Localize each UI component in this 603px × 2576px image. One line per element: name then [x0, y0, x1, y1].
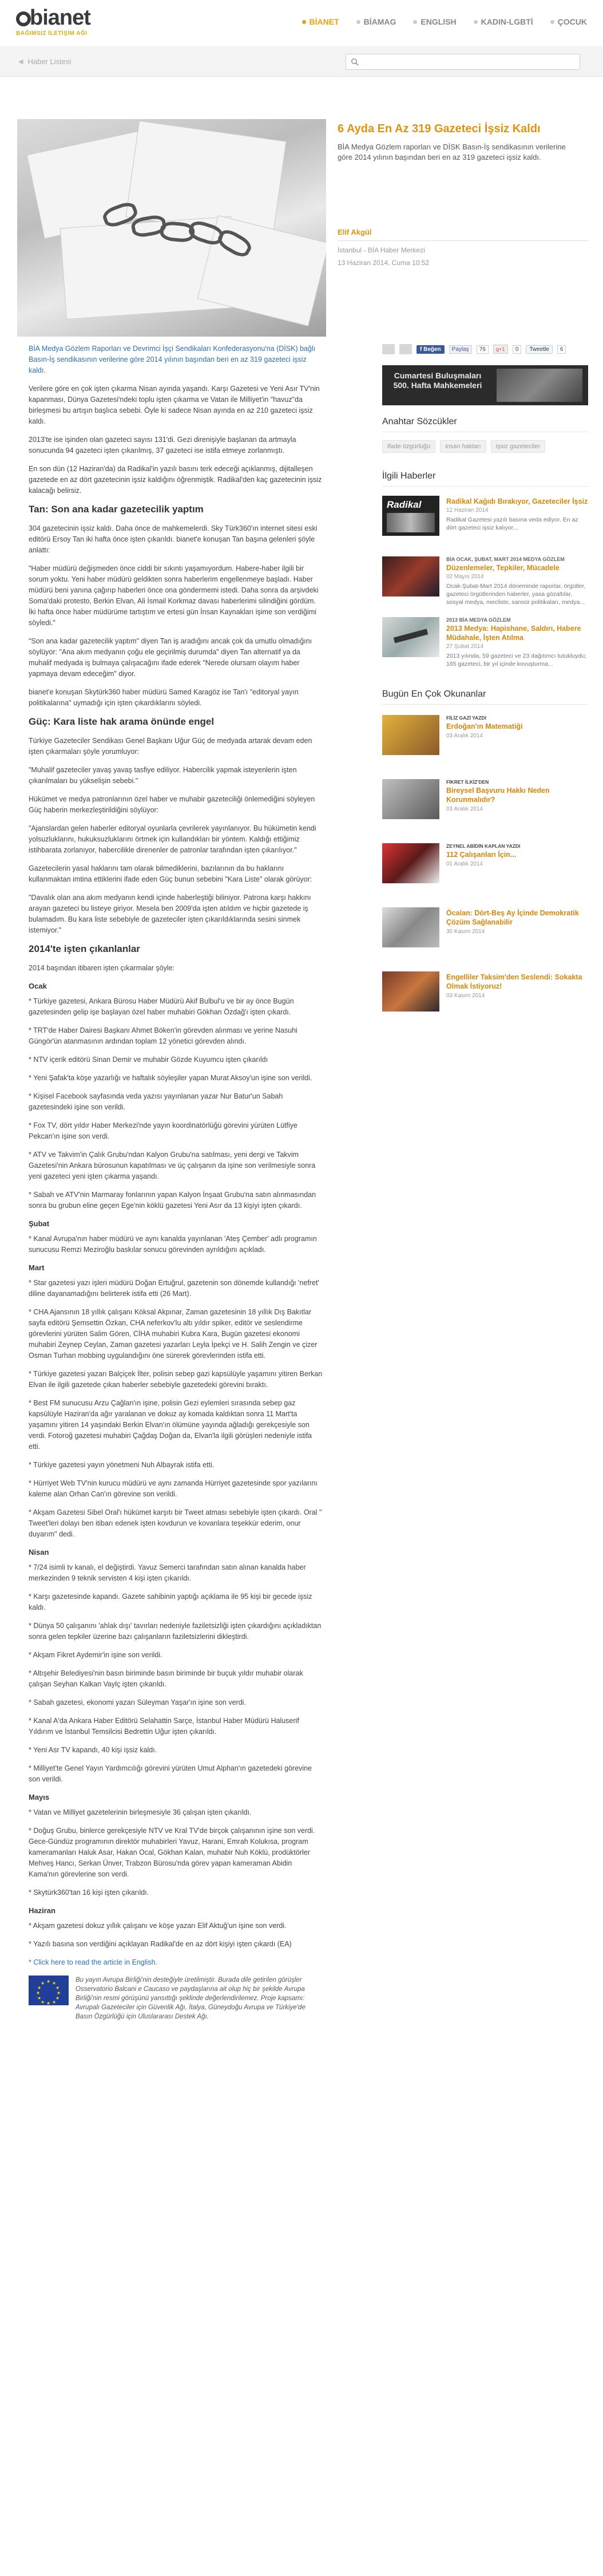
- nav-item-biamag[interactable]: [356, 17, 396, 26]
- search-input[interactable]: [346, 54, 558, 69]
- popular-title-text: Bireysel Başvuru Hakkı Neden Korunmalıdır?: [446, 787, 550, 804]
- list-item: * Doğuş Grubu, binlerce gerekçesiyle NTV ve Kral TV'de birçok çalışanının işine son verdi. Gece-Gündüz programının direktör muhabirleri Yavuz, Harani, Emrah Kolukısa, program kameramanları Haluk Asar, Hakan Ocal, Gökhan Kalan, muhabir Nuh Köklü, prodüktörler Mehveş Hancı, Serkan Ünver, Trabzon Bürosu'nda görev yapan kameraman Abidin Kama'nın görevlerine son verdi.: [29, 1827, 315, 1878]
- top-navigation: [302, 17, 587, 26]
- list-item: * Türkiye gazetesi, Ankara Bürosu Haber Müdürü Akif Bulbul'u ve bir ay önce Bugün gazetesinden gelip işe başlayan özel haber muhabiri Gökhan Özdağ'ı işten çıkardı.: [29, 997, 294, 1016]
- related-info: [446, 496, 588, 547]
- related-overline: 2013 BİA MEDYA GÖZLEM: [446, 617, 511, 623]
- popular-title-text: Öcalan: Dört-Beş Ay İçinde Demokratik Çözüm Sağlanabilir: [446, 909, 579, 926]
- nav-item-english[interactable]: [413, 17, 456, 26]
- keyword-tag[interactable]: insan hakları: [440, 440, 486, 453]
- nav-label: KADIN-LGBTİ: [481, 17, 533, 26]
- article-photo: [17, 119, 326, 337]
- related-overline: BİA OCAK, ŞUBAT, MART 2014 MEDYA GÖZLEM: [446, 556, 565, 562]
- month-heading: Ocak: [29, 982, 47, 990]
- eu-disclaimer-text: Bu yayın Avrupa Birliği'nin desteğiyle üretilmiştir. Burada dile getirilen görüşler Osservatorio Balcani e Caucaso ve paydaşlarına ait olup hiç bir şekilde Avrupa Birliği'nin resmi görüşünü yansıttığı şeklinde değerlendirilemez. Proje kapsamı: Avrupalı Gazeteciler için Güvenlik Ağı, İtalya, Güneydoğu Avrupa ve Türkiye'de Basın Özgürlüğü için Uluslararası Destek Ağı.: [76, 1977, 306, 2020]
- right-sidebar: [382, 343, 588, 1025]
- list-item: * Star gazetesi yazı işleri müdürü Doğan Ertuğrul, gazetenin son dönemde kullandığı 'nefret' diline dayanamadığını belirterek istifa etti (26 Mart).: [29, 1279, 319, 1298]
- popular-item[interactable]: [382, 843, 588, 897]
- popular-overline: FİKRET İLKİZ'DEN: [446, 779, 489, 785]
- list-item: * Best FM sunucusu Arzu Çağlan'ın işine, polisin Gezi eylemleri sırasında sebep gaz kapsülüyle Haziran'da ağır yaralanan ve dokuz ay komada kaldıktan sonra 11 Mart'ta yaşamını yitiren 14 yaşındaki Berkin Elvan'ın ölümüne yayında ağladığı gerekçesiyle son verdi. Fotoroğ gazetesi muhabiri Çağdaş Doğan da, Elvan'la ilgili görüşleri nedeniyle istifa etti.: [29, 1399, 312, 1451]
- list-item: * Karşı gazetesinde kapandı. Gazete sahibinin yaptığı açıklama ile 95 kişi bir gecede işsiz kaldı.: [29, 1593, 312, 1611]
- nav-label: ENGLISH: [420, 17, 457, 26]
- popular-title-text: 112 Çalışanları İçin...: [446, 851, 517, 859]
- facebook-count: 76: [477, 345, 489, 354]
- paragraph: Türkiye Gazeteciler Sendikası Genel Başkanı Uğur Güç de medyada artarak devam eden işten çıkarmaları şöyle yorumluyor:: [29, 737, 312, 756]
- quote: "Son ana kadar gazetecilik yaptım" diyen Tan iş aradığını ancak çok da umutlu olmadığını söylüyor: "Ana akım medyanın çoğu ele geçirilmiş durumda" diyen Tan alternatif ya da muhalif medyada iş bulmaya çalışacağını ifade ederek "Nerede olursam olayım haber yapmaya devam edeceğim" diyor.: [29, 637, 312, 678]
- list-item: * Yazılı basına son verdiğini açıklayan Radikal'de en az dört kişiyi işten çıkardı (EA): [29, 1940, 292, 1948]
- arrow-left-icon: ◀: [18, 58, 23, 65]
- list-item: * Skytürk360'tan 16 kişi işten çıkarıldı.: [29, 1888, 149, 1897]
- keyword-tags: [382, 440, 588, 453]
- nav-item-bianet[interactable]: [302, 17, 339, 26]
- article-lead: BİA Medya Gözlem raporları ve DİSK Basın-İş sendikasının verilerine göre 2014 yılının başından beri en az 319 gazeteci işsiz kaldı.: [338, 143, 566, 161]
- tweet-count: 6: [557, 345, 566, 354]
- paragraph: BİA Medya Gözlem Raporları ve Devrimci İşçi Sendikaları Konfederasyonu'na (DİSK) bağlı Basın-İş sendikasının verilerine göre 2014 yılının başından beri en az 319 gazeteci işsiz kaldı.: [29, 345, 316, 374]
- popular-title: Bugün En Çok Okunanlar: [382, 689, 588, 705]
- month-heading: Nisan: [29, 1548, 49, 1556]
- section-heading: Güç: Kara liste hak arama önünde engel: [29, 716, 215, 727]
- list-item: * Milliyet'te Genel Yayın Yardımcılığı görevini yürüten Umut Alphan'ın gazetedeki görevine son verildi.: [29, 1764, 312, 1783]
- paragraph: 2013'te ise işinden olan gazeteci sayısı 131'di. Gezi direnişiyle başlanan da artmayla sonucunda 94 gazeteci işten çıkarılmış, 37 gazeteci ise istifa etmeye zorlanmıştı.: [29, 436, 296, 455]
- paragraph: En son dün (12 Haziran'da) da Radikal'in yazılı basını terk edeceği açıklanmış, dijitalleşen gazetede en az dört gazetecinin işsiz kaldığını öğrenmiştik. Radikal'den kaç gazetecinin işsiz kalacağı belirsiz.: [29, 465, 322, 495]
- thumb-graphic: [394, 629, 429, 643]
- paragraph: 304 gazetecinin işsiz kaldı. Daha önce de mahkemelerdi. Sky Türk360'ın internet sitesi eski editörü Ersoy Tan iki hafta önce işten çıkarıldı. bianet'e konuşan Tan başına gelenleri şöyle anlattı:: [29, 524, 318, 554]
- article-body: [29, 343, 323, 2021]
- popular-date: 30 Kasım 2014: [446, 929, 485, 935]
- site-header: [0, 0, 603, 47]
- quote: "Muhalif gazeteciler yavaş yavaş tasfiye ediliyor. Habercilik yapmak isteyenlerin işten çıkarılmaları bu yükselişin sebebi.": [29, 766, 297, 785]
- related-date: 02 Mayıs 2014: [446, 574, 484, 580]
- logo-name: bianet: [30, 6, 90, 30]
- tweet-button[interactable]: Tweetle: [526, 345, 552, 354]
- list-item: * NTV içerik editörü Sinan Demir ve muhabir Gözde Kuyumcu işten çıkarıldı: [29, 1056, 268, 1064]
- print-icon[interactable]: [382, 344, 395, 354]
- list-item: * CHA Ajansının 18 yıllık çalışanı Köksal Akpınar, Zaman gazetesinin 18 yıllık Dış Bakıtlar sayfa editörü Şemsettin Özkan, CHA neferkov'lu altı yıldır spiker, editör ve seslendirme görevlerini yürüten Salim Gören, CİHA muhabiri Kubra Kara, Bugün gazetesi ekonomi muhabiri Zeynep Ceylan, Zaman gazetesi yazarları Leyla İpekçi ve H. Salih Zengin ve çizer Osman Turhan mobbing uygulandığını öne sürerek görevlerinden istifa etti.: [29, 1308, 318, 1360]
- nav-label: BİAMAG: [363, 17, 396, 26]
- list-item: * Sabah gazetesi, ekonomi yazarı Süleyman Yaşar'ın işine son verdi.: [29, 1698, 246, 1706]
- related-title: İlgili Haberler: [382, 471, 588, 487]
- facebook-like-button[interactable]: f Beğen: [416, 345, 445, 354]
- related-desc: 2013 yılında, 59 gazeteci ve 23 dağıtımcı tutukluydu; 165 gazeteci, bir yıl içinde kovuşturma...: [446, 653, 587, 667]
- list-item: * Yeni Asr TV kapandı, 40 kişi işsiz kaldı.: [29, 1746, 157, 1754]
- nav-item-cocuk[interactable]: [550, 17, 587, 26]
- nav-bullet-icon: [474, 20, 478, 24]
- month-heading: Mart: [29, 1263, 45, 1272]
- list-item: * Yeni Şafak'ta köşe yazarlığı ve haftalık söyleşiler yapan Murat Aksoy'un işine son verildi.: [29, 1074, 312, 1082]
- keyword-tag[interactable]: ifade özgürlüğü: [382, 440, 435, 453]
- related-thumbnail: [382, 496, 439, 536]
- related-item[interactable]: [382, 617, 588, 669]
- month-heading: Şubat: [29, 1219, 50, 1228]
- english-article-link[interactable]: * Click here to read the article in English.: [29, 1958, 158, 1966]
- popular-date: 03 Kasım 2014: [446, 993, 485, 999]
- popular-item[interactable]: [382, 907, 588, 961]
- popular-title-text: Engelliler Taksim'den Seslendi: Sokakta Olmak İstiyoruz!: [446, 973, 582, 990]
- month-heading: Mayıs: [29, 1793, 50, 1801]
- list-item: * Vatan ve Milliyet gazetelerinin birleşmesiyle 36 çalışan işten çıkarıldı.: [29, 1808, 252, 1816]
- logo-ring-icon: [16, 11, 31, 26]
- eu-disclaimer: [29, 1976, 323, 2021]
- popular-info: [446, 971, 588, 1025]
- search-icon[interactable]: [351, 58, 359, 66]
- nav-bullet-icon: [413, 20, 417, 24]
- section-heading: 2014'te işten çıkanlanlar: [29, 943, 140, 954]
- month-heading: Haziran: [29, 1906, 55, 1915]
- popular-thumbnail: [382, 907, 439, 947]
- related-desc: Ocak-Şubat-Mart 2014 döneminde raporlar, örgütler, gazeteci örgütlerinden haberler, yasa gözaltılar, sosyal medya, mecliste, sansür politikaları, medya...: [446, 583, 586, 606]
- popular-thumbnail: [382, 843, 439, 883]
- nav-label: BİANET: [309, 17, 339, 26]
- popular-info: [446, 779, 588, 833]
- list-item: * Fox TV, dört yıldır Haber Merkezi'nde yayın koordinatörlüğü görevini yürüten Lütfiye Pekcan'ın işine son verdi.: [29, 1121, 297, 1140]
- related-desc: Radikal Gazetesi yazılı basına veda ediyor. En az dört gazeteci işsiz kalıyor...: [446, 516, 578, 531]
- list-item: * Kişisel Facebook sayfasında veda yazısı yayınlanan yazar Nur Batur'un Sabah gazetesindeki işine son verildi.: [29, 1092, 283, 1111]
- popular-info: [446, 907, 588, 961]
- related-date: 27 Şubat 2014: [446, 643, 484, 650]
- list-item: * TRT'de Haber Dairesi Başkanı Ahmet Böken'in görevden alınması ve yerine Nasuhi Güngör'ün atanmasının ardından toplam 12 yönetici görevden alındı.: [29, 1026, 297, 1045]
- related-info: [446, 556, 588, 608]
- popular-date: 01 Aralık 2014: [446, 861, 483, 867]
- list-item: * Kanal Avrupa'nın haber müdürü ve aynı kanalda yayınlanan 'Ateş Çember' adlı programın sunucusu Remzi Meziroğlu baskılar sonucu görevinden ayrıldığını açıkladı.: [29, 1235, 317, 1254]
- article-date: 13 Haziran 2014, Cuma 10:52: [338, 259, 430, 267]
- related-date: 12 Haziran 2014: [446, 507, 489, 513]
- banner-text: Cumartesi Buluşmaları 500. Hafta Mahkemeleri: [393, 371, 482, 390]
- popular-info: [446, 715, 588, 769]
- nav-label: ÇOCUK: [557, 17, 587, 26]
- popular-overline: ZEYNEL ABİDİN KAPLAN YAZDI: [446, 843, 521, 849]
- article-hero: [17, 119, 588, 337]
- news-list-label: Haber Listesi: [27, 57, 72, 66]
- list-item: * Akşam gazetesi dokuz yıllık çalışanı ve köşe yazarı Elif Aktuğ'un işine son verdi.: [29, 1922, 287, 1930]
- nav-item-kadin-lgbti[interactable]: [474, 17, 533, 26]
- related-item[interactable]: [382, 556, 588, 608]
- paragraph: Verilere göre en çok işten çıkarma Nisan ayında yaşandı. Karşı Gazetesi ve Yeni Asır TV'nin kapanması, Dünya Gazetesi'ndeki toplu işten çıkarma ve Vatan ile Milliyet'in "havuz"da birleşmesi bu artışın başlıca sebebi. Öyle ki sadece Nisan ayında en az 210 gazeteci işsiz kaldı.: [29, 385, 320, 425]
- keyword-tag[interactable]: işsiz gazeteciler: [491, 440, 546, 453]
- radikal-logo: Radikal: [387, 499, 422, 510]
- nav-bullet-icon: [550, 20, 554, 24]
- popular-item[interactable]: [382, 971, 588, 1025]
- paragraph: 2014 başından itibaren işten çıkarmalar şöyle:: [29, 964, 175, 972]
- logo-wordmark: [16, 7, 130, 29]
- logo[interactable]: [16, 7, 130, 40]
- list-item: * Türkiye gazetesi yazarı Balçiçek İlter, polisin sebep gazi kapsülüyle yaşamını yitiren Berkan Elvan ile ilgili gazetede çıkan haberler sebebiyle gazetedeki görevini bıraktı.: [29, 1370, 323, 1389]
- logo-tagline: BAĞIMSIZ İLETİŞİM AĞI: [16, 30, 88, 37]
- list-item: * 7/24 isimli tv kanalı, el değiştirdi. Yavuz Semerci tarafından satın alınan kanalda haber merkezinden 9 teknik servisten 4 kişi işten çıkarıldı.: [29, 1563, 306, 1582]
- quote: "Ajanslardan gelen haberler editoryal oyunlarla çevrilerek yayınlanıyor. Bu hükümetin kendi yolsuzluklarını, hukuksuzluklarını örtmek için kullandıkları bir yöntem. Kaldığı ettiğimiz istihbarata zorlanıyor, habercilikle direnenler de patronlar tarafından işten çıkarılıyor.": [29, 824, 316, 854]
- eu-flag-icon: ★ ★ ★ ★ ★ ★ ★ ★ ★ ★ ★ ★: [29, 1976, 69, 2005]
- article-title: 6 Ayda En Az 319 Gazeteci İşsiz Kaldı: [338, 123, 541, 135]
- keywords-title: Anahtar Sözcükler: [382, 417, 588, 432]
- popular-thumbnail: [382, 779, 439, 819]
- facebook-share-button[interactable]: Paylaş: [449, 345, 472, 354]
- related-item[interactable]: [382, 496, 588, 547]
- popular-item[interactable]: [382, 779, 588, 833]
- related-info: [446, 617, 588, 669]
- section-heading: Tan: Son ana kadar gazetecilik yaptım: [29, 504, 204, 515]
- nav-bullet-icon: [356, 20, 360, 24]
- paragraph: Hükümet ve medya patronlarının özel haber ve muhabir gazeteciliği önlemediğini söyleyen Güç haberin merkezleştirildiğini söylüyor:: [29, 795, 315, 814]
- popular-info: [446, 843, 588, 897]
- list-item: * Dünya 50 çalışanını 'ahlak dışı' tavırları nedeniyle faziletsizliği işten çıkardığını açıkladıktan sonra gelen tepkiler üzerine bazı çalışanların faziletsizlerini dikleştirdi.: [29, 1622, 322, 1641]
- banner-photo: [497, 369, 582, 402]
- article-author[interactable]: Elif Akgül: [338, 228, 372, 236]
- quote: "Haber müdürü değişmeden önce ciddi bir sıkıntı yaşamıyordum. Habere-haber ilgili bir sorum yoktu. Yeni haber müdürü geldikten sonra haberlerim engellenmeye başladı. Haber müdürü beni yanına çağırıp haberleri önce ona göndermemi istedi. Daha sonra da arşivdeki Soma'daki protesto, Berkin Elvan, Ali İsmail Korkmaz davası haberlerimi silindiğini gördüm. İki hafta önce haber müdürüme tartıştım ve ertesi gün İnsan Kaynakları işime son verdiğimi söyledi.": [29, 564, 319, 627]
- popular-title-text: Erdoğan'ın Matematiği: [446, 722, 523, 730]
- related-thumbnail: [382, 617, 439, 657]
- mail-icon[interactable]: [399, 344, 412, 354]
- article-location: İstanbul - BİA Haber Merkezi: [338, 246, 425, 254]
- list-item: * Altışehir Belediyesi'nin basın biriminde basın biriminde bir buçuk yıldır muhabir olarak çalışan Seyhan Kalkan Vaylç işten çıkarıldı.: [29, 1669, 303, 1688]
- list-item: * Akşam Gazetesi Sibel Oral'ı hükümet karşıtı bir Tweet atması sebebiyle işten çıkardı. Oral " Tweet'leri dolayı ben itibarı edenek işten kovdurun ve kovanlara teşekkür ederim, onur duyarım" dedi.: [29, 1508, 322, 1538]
- related-thumbnail: [382, 556, 439, 596]
- sub-navigation: [0, 47, 603, 77]
- popular-thumbnail: [382, 971, 439, 1012]
- list-item: * Türkiye gazetesi yayın yönetmeni Nuh Albayrak istifa etti.: [29, 1461, 215, 1469]
- popular-overline: FİLİZ GAZİ YAZDI: [446, 715, 486, 721]
- related-title-text: Radikal Kağıdı Bırakıyor, Gazeteciler İşsiz: [446, 497, 588, 505]
- related-title-text: 2013 Medya: Hapishane, Saldırı, Habere Müdahale, İşten Atılma: [446, 625, 581, 642]
- list-item: * Kanal A'da Ankara Haber Editörü Selahattin Sarçe, İstanbul Haber Müdürü Haluserif Yıldırım ve İstanbul Temsilcisi Bedrettin Uğur işten çıkarıldı.: [29, 1717, 299, 1736]
- popular-date: 03 Aralık 2014: [446, 806, 483, 812]
- quote: "Davalık olan ana akım medyanın kendi içinde haberleştiği biliniyor. Patrona karşı hakkını arayan gazeteci bu listeye giriyor. Mesela ben 2009'da işten atıldım ve hiçbir gazetede iş bulamadım. Bu kara liste sebebiyle de gazeteciler işten çıkarıldıklarında sesini sinmek istemiyor.": [29, 894, 311, 934]
- list-item: * Hürriyet Web TV'nin kurucu müdürü ve aynı zamanda Hürriyet gazetesinde spor yazılarını kaleme alan Orhan Can'ın görevine son verildi.: [29, 1479, 318, 1498]
- popular-date: 03 Aralık 2014: [446, 733, 483, 739]
- paragraph: Gazetecilerin yasal haklarını tam olarak bilmediklerini, bazılarının da bu haklarını kullanmaktan imtina ettiklerini ifade eden Güç bunun sebebini "Kara Liste" olarak görüyor:: [29, 864, 312, 883]
- popular-thumbnail: [382, 715, 439, 755]
- share-bar: [382, 343, 588, 355]
- related-title-text: Düzenlemeler, Tepkiler, Mücadele: [446, 564, 560, 572]
- google-plus-count: 0: [513, 345, 522, 354]
- news-list-link[interactable]: [18, 57, 71, 66]
- thumb-graphic: [387, 513, 435, 532]
- divider: [338, 240, 588, 241]
- nav-bullet-icon: [302, 20, 306, 24]
- popular-item[interactable]: [382, 715, 588, 769]
- search-box: [346, 54, 580, 70]
- paragraph: bianet'e konuşan Skytürk360 haber müdürü Samed Karagöz ise Tan'ı "editoryal yayın politikalarına" uymadığı için işten çıkardıklarını söyledi.: [29, 688, 299, 707]
- list-item: * ATV ve Takvim'in Çalık Grubu'ndan Kalyon Grubu'na satılması, yeni dergi ve Takvim Gazetesi'nin Ankara bürosunun kapatılması ve üç çalışanın da işine son verilmesiyle sonra yeni gazeteci yeni işten çıkarma yaşandı.: [29, 1151, 316, 1180]
- promo-banner[interactable]: [382, 365, 588, 405]
- list-item: * Sabah ve ATV'nin Marmaray fonlarının yapan Kalyon İnşaat Grubu'na satın alınmasından sonra bu grubun eline geçen Ege'nin köklü gazetesi Yeni Asır da 13 kişiyi işten çıkardı.: [29, 1191, 316, 1210]
- google-plus-button[interactable]: g+1: [493, 345, 508, 354]
- list-item: * Akşam Fikret Aydemir'in işine son verildi.: [29, 1651, 162, 1659]
